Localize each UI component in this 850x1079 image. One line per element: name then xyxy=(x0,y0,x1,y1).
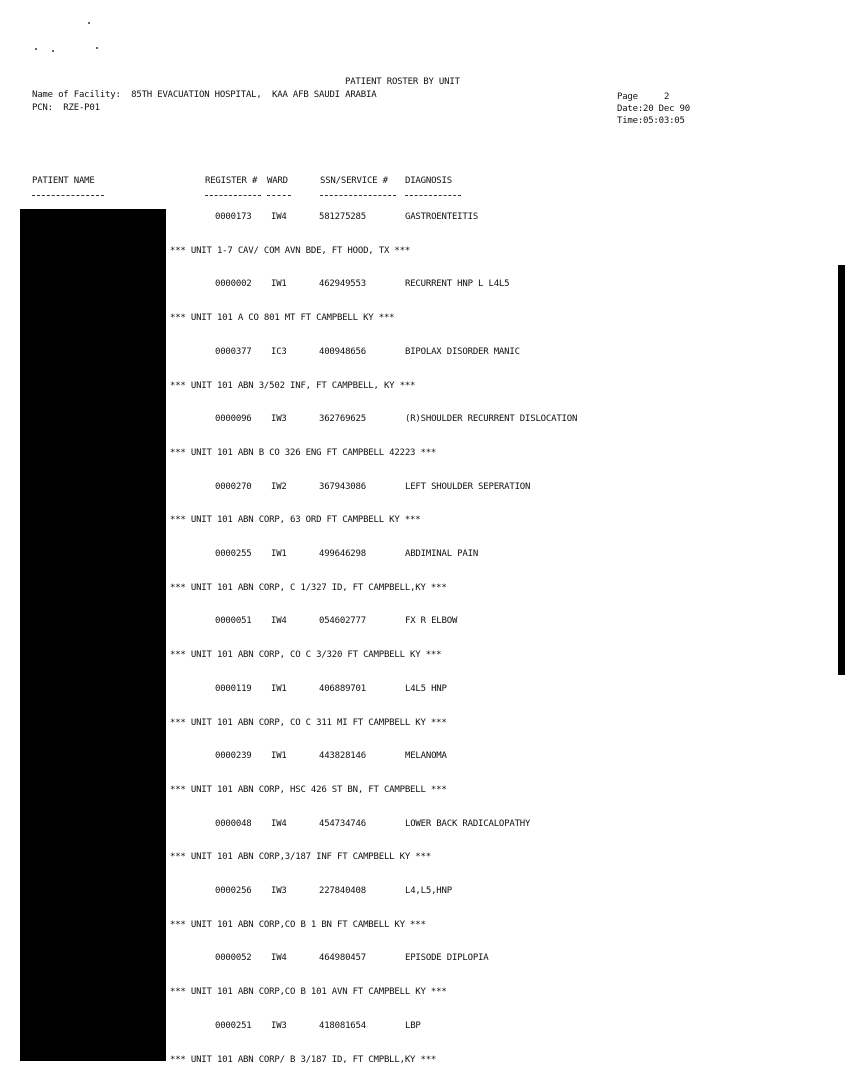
ward-value: IW4 xyxy=(271,212,287,222)
register-value: 0000096 xyxy=(215,414,252,424)
register-value: 0000051 xyxy=(215,616,252,626)
ward-value: IC3 xyxy=(271,347,287,357)
diagnosis-value: LBP xyxy=(405,1021,421,1031)
report-title: PATIENT ROSTER BY UNIT xyxy=(345,77,460,87)
unit-header-row xyxy=(0,245,850,257)
diagnosis-value: FX R ELBOW xyxy=(405,616,458,626)
unit-label: *** UNIT 101 ABN CORP, HSC 426 ST BN, FT CAMPBELL *** xyxy=(170,785,447,795)
ssn-value: 227840408 xyxy=(319,886,366,896)
unit-header-row xyxy=(0,986,850,998)
redaction-block xyxy=(20,209,166,1061)
unit-header-row xyxy=(0,919,850,931)
patient-record-row xyxy=(0,278,850,290)
unit-header-row xyxy=(0,582,850,594)
unit-label: *** UNIT 101 ABN B CO 326 ENG FT CAMPBELL 42223 *** xyxy=(170,448,437,458)
ssn-value: 443828146 xyxy=(319,751,366,761)
patient-record-row xyxy=(0,548,850,560)
ward-value: IW4 xyxy=(271,616,287,626)
patient-record-row xyxy=(0,211,850,223)
ward-value: IW2 xyxy=(271,482,287,492)
patient-record-row xyxy=(0,481,850,493)
patient-record-row xyxy=(0,885,850,897)
unit-label: *** UNIT 101 ABN CORP/ B 3/187 ID, FT CMPBLL,KY *** xyxy=(170,1055,437,1065)
ssn-value: 367943086 xyxy=(319,482,366,492)
register-value: 0000048 xyxy=(215,819,252,829)
date-value: 20 Dec 90 xyxy=(643,104,690,114)
ward-value: IW3 xyxy=(271,886,287,896)
diagnosis-value: MELANOMA xyxy=(405,751,447,761)
scan-speck xyxy=(52,50,54,52)
unit-header-row xyxy=(0,784,850,796)
register-value: 0000255 xyxy=(215,549,252,559)
unit-label: *** UNIT 101 ABN CORP,3/187 INF FT CAMPBELL KY *** xyxy=(170,852,431,862)
unit-label: *** UNIT 101 ABN 3/502 INF, FT CAMPBELL, KY *** xyxy=(170,381,416,391)
unit-label: *** UNIT 101 ABN CORP, CO C 311 MI FT CAMPBELL KY *** xyxy=(170,718,447,728)
unit-label: *** UNIT 101 ABN CORP,CO B 1 BN FT CAMBELL KY *** xyxy=(170,920,426,930)
register-value: 0000270 xyxy=(215,482,252,492)
patient-record-row xyxy=(0,952,850,964)
col-header-patient-name: PATIENT NAME xyxy=(32,176,95,186)
diagnosis-value: ABDIMINAL PAIN xyxy=(405,549,479,559)
patient-record-row xyxy=(0,346,850,358)
diagnosis-value: BIPOLAX DISORDER MANIC xyxy=(405,347,520,357)
scan-margin-bar xyxy=(838,265,845,675)
patient-record-row xyxy=(0,683,850,695)
col-header-ssn: SSN/SERVICE # xyxy=(320,176,388,186)
col-header-diagnosis: DIAGNOSIS xyxy=(405,176,452,186)
unit-label: *** UNIT 101 ABN CORP, 63 ORD FT CAMPBELL KY *** xyxy=(170,515,421,525)
facility-line: Name of Facility: 85TH EVACUATION HOSPITAL, KAA AFB SAUDI ARABIA xyxy=(32,90,377,100)
unit-header-row xyxy=(0,1054,850,1066)
diagnosis-value: EPISODE DIPLOPIA xyxy=(405,953,489,963)
date-label: Date: xyxy=(617,104,644,114)
ssn-value: 418081654 xyxy=(319,1021,366,1031)
underline-diagnosis xyxy=(405,195,461,197)
register-value: 0000256 xyxy=(215,886,252,896)
diagnosis-value: LOWER BACK RADICALOPATHY xyxy=(405,819,531,829)
patient-record-row xyxy=(0,1020,850,1032)
unit-header-row xyxy=(0,380,850,392)
page-label: Page xyxy=(617,92,638,102)
unit-label: *** UNIT 101 ABN CORP, CO C 3/320 FT CAMPBELL KY *** xyxy=(170,650,442,660)
patient-record-row xyxy=(0,750,850,762)
col-header-register: REGISTER # xyxy=(205,176,258,186)
time-label: Time: xyxy=(617,116,644,126)
scan-speck xyxy=(35,48,37,50)
ward-value: IW1 xyxy=(271,279,287,289)
ssn-value: 054602777 xyxy=(319,616,366,626)
patient-record-row xyxy=(0,615,850,627)
diagnosis-value: L4L5 HNP xyxy=(405,684,447,694)
ward-value: IW4 xyxy=(271,953,287,963)
time-value: 05:03:05 xyxy=(643,116,685,126)
underline-ssn xyxy=(320,195,396,197)
scan-speck xyxy=(96,47,98,49)
register-value: 0000251 xyxy=(215,1021,252,1031)
unit-label: *** UNIT 101 ABN CORP, C 1/327 ID, FT CAMPBELL,KY *** xyxy=(170,583,447,593)
ward-value: IW1 xyxy=(271,751,287,761)
register-value: 0000119 xyxy=(215,684,252,694)
ssn-value: 406889701 xyxy=(319,684,366,694)
col-header-ward: WARD xyxy=(267,176,288,186)
unit-label: *** UNIT 101 A CO 801 MT FT CAMPBELL KY *** xyxy=(170,313,395,323)
ward-value: IW3 xyxy=(271,414,287,424)
underline-patient-name xyxy=(32,195,104,197)
register-value: 0000377 xyxy=(215,347,252,357)
unit-header-row xyxy=(0,447,850,459)
ssn-value: 464980457 xyxy=(319,953,366,963)
unit-header-row xyxy=(0,717,850,729)
underline-register xyxy=(205,195,261,197)
diagnosis-value: GASTROENTEITIS xyxy=(405,212,479,222)
ssn-value: 400948656 xyxy=(319,347,366,357)
underline-ward xyxy=(267,195,291,197)
pcn-line: PCN: RZE-P01 xyxy=(32,103,100,113)
patient-record-row xyxy=(0,818,850,830)
register-value: 0000002 xyxy=(215,279,252,289)
ssn-value: 362769625 xyxy=(319,414,366,424)
diagnosis-value: L4,L5,HNP xyxy=(405,886,452,896)
ward-value: IW1 xyxy=(271,549,287,559)
unit-header-row xyxy=(0,312,850,324)
ward-value: IW4 xyxy=(271,819,287,829)
register-value: 0000052 xyxy=(215,953,252,963)
page-number: 2 xyxy=(664,92,670,102)
unit-label: *** UNIT 101 ABN CORP,CO B 101 AVN FT CAMPBELL KY *** xyxy=(170,987,447,997)
register-value: 0000173 xyxy=(215,212,252,222)
diagnosis-value: (R)SHOULDER RECURRENT DISLOCATION xyxy=(405,414,578,424)
diagnosis-value: RECURRENT HNP L L4L5 xyxy=(405,279,510,289)
unit-header-row xyxy=(0,649,850,661)
diagnosis-value: LEFT SHOULDER SEPERATION xyxy=(405,482,531,492)
ward-value: IW1 xyxy=(271,684,287,694)
unit-header-row xyxy=(0,851,850,863)
ward-value: IW3 xyxy=(271,1021,287,1031)
register-value: 0000239 xyxy=(215,751,252,761)
ssn-value: 581275285 xyxy=(319,212,366,222)
ssn-value: 499646298 xyxy=(319,549,366,559)
ssn-value: 454734746 xyxy=(319,819,366,829)
ssn-value: 462949553 xyxy=(319,279,366,289)
scan-speck xyxy=(88,22,90,24)
unit-label: *** UNIT 1-7 CAV/ COM AVN BDE, FT HOOD, TX *** xyxy=(170,246,411,256)
unit-header-row xyxy=(0,514,850,526)
patient-record-row xyxy=(0,413,850,425)
